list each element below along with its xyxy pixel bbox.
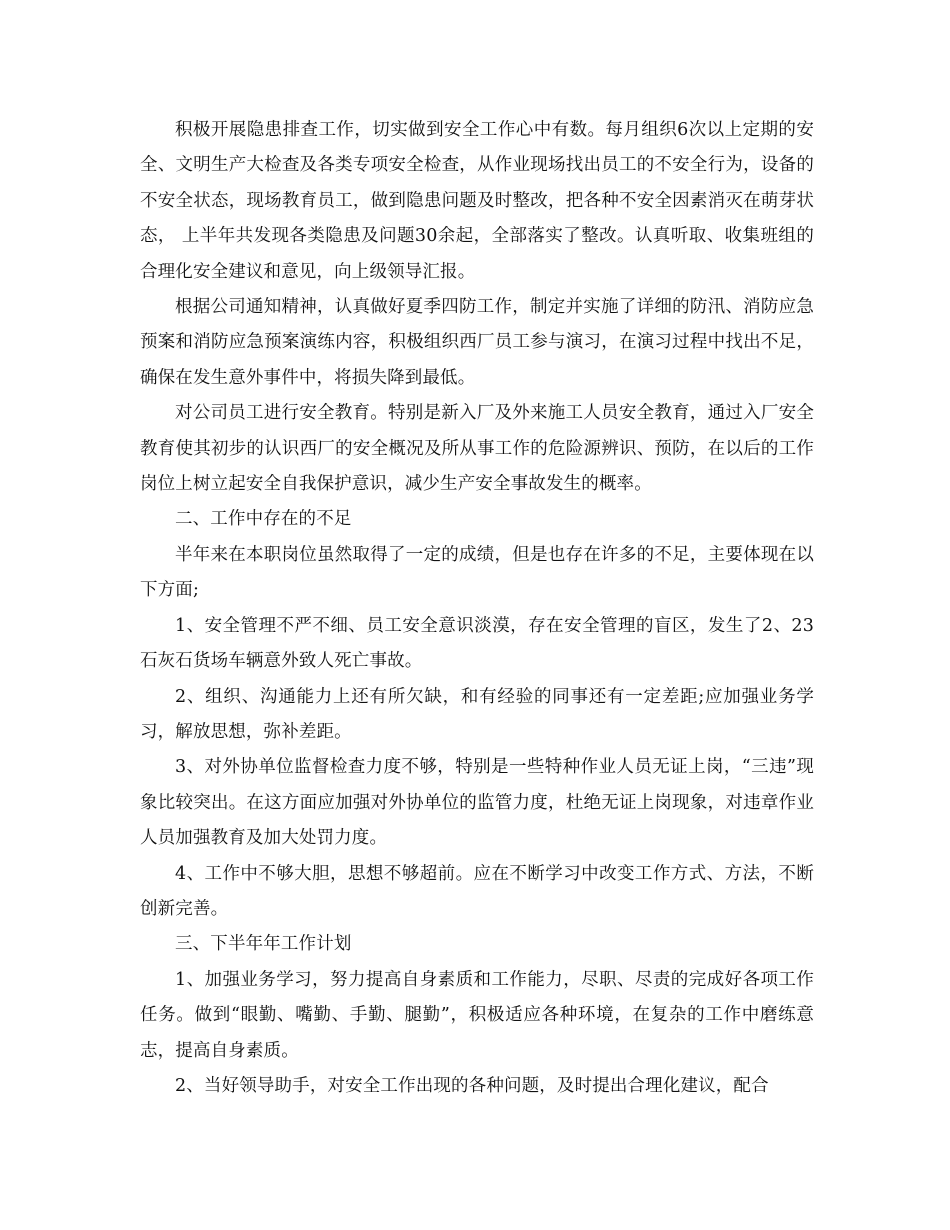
section-heading-plan: 三、下半年年工作计划 — [175, 934, 352, 955]
list-item-shortcoming-1: 1、安全管理不严不细、员工安全意识淡漠，存在安全管理的盲区，发生了2、23石灰石货场车辆意外致人死亡事故。 — [140, 615, 814, 672]
paragraph-hazard-inspection: 积极开展隐患排查工作，切实做到安全工作心中有数。每月组织6次以上定期的安全、文明生产大检查及各类专项安全检查，从作业现场找出员工的不安全行为，设备的不安全状态，现场教育员工，做到隐患问题及时整改，把各种不安全因素消灭在萌芽状态， 上半年共发现各类隐患及问题30余起，全部落实了整改。认真听取、收集班组的合理化安全建议和意见，向上级领导汇报。 — [140, 120, 814, 282]
paragraph-summer-prevention: 根据公司通知精神，认真做好夏季四防工作，制定并实施了详细的防汛、消防应急预案和消防应急预案演练内容，积极组织西厂员工参与演习，在演习过程中找出不足，确保在发生意外事件中，将损失降到最低。 — [140, 297, 814, 388]
paragraph-shortcomings-intro: 半年来在本职岗位虽然取得了一定的成绩，但是也存在许多的不足，主要体现在以下方面; — [140, 544, 814, 601]
document-body — [140, 113, 814, 1104]
list-item-plan-1: 1、加强业务学习，努力提高自身素质和工作能力，尽职、尽责的完成好各项工作任务。做到“眼勤、嘴勤、手勤、腿勤”，积极适应各种环境，在复杂的工作中磨练意志，提高自身素质。 — [140, 969, 814, 1061]
list-item-plan-2: 2、当好领导助手，对安全工作出现的各种问题，及时提出合理化建议，配合 — [175, 1075, 769, 1096]
paragraph-safety-education: 对公司员工进行安全教育。特别是新入厂及外来施工人员安全教育，通过入厂安全教育使其初步的认识西厂的安全概况及所从事工作的危险源辨识、预防，在以后的工作岗位上树立起安全自我保护意识，减少生产安全事故发生的概率。 — [140, 403, 814, 495]
list-item-shortcoming-2: 2、组织、沟通能力上还有所欠缺，和有经验的同事还有一定差距;应加强业务学习，解放思想，弥补差距。 — [140, 686, 814, 742]
list-item-shortcoming-4: 4、工作中不够大胆，思想不够超前。应在不断学习中改变工作方式、方法，不断创新完善。 — [140, 863, 814, 919]
section-heading-shortcomings: 二、工作中存在的不足 — [175, 509, 352, 530]
list-item-shortcoming-3: 3、对外协单位监督检查力度不够，特别是一些特种作业人员无证上岗，“三违”现象比较突出。在这方面应加强对外协单位的监管力度，杜绝无证上岗现象，对违章作业人员加强教育及加大处罚力度。 — [140, 757, 814, 849]
